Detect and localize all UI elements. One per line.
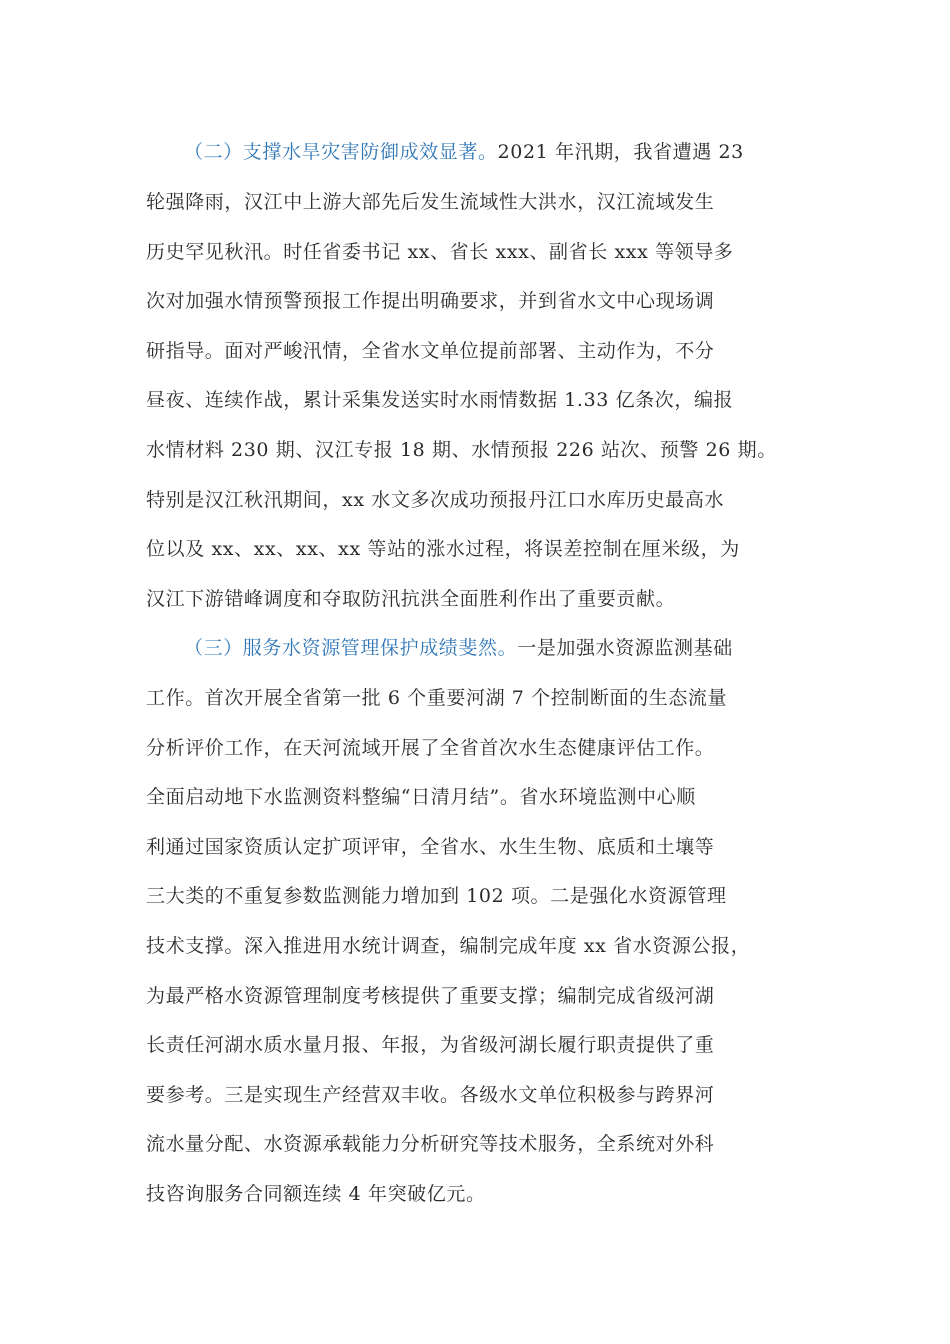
paragraph-1-line-1 bbox=[184, 137, 826, 167]
paragraph-line: 全面启动地下水监测资料整编“日清月结”。省水环境监测中心顺 bbox=[146, 786, 696, 808]
paragraph-line: 位以及 xx、xx、xx、xx 等站的涨水过程，将误差控制在厘米级，为 bbox=[146, 538, 740, 560]
paragraph-line: 工作。首次开展全省第一批 6 个重要河湖 7 个控制断面的生态流量 bbox=[146, 687, 728, 709]
paragraph-line: 特别是汉江秋汛期间，xx 水文多次成功预报丹江口水库历史最高水 bbox=[146, 489, 725, 511]
paragraph-line: 长责任河湖水质水量月报、年报，为省级河湖长履行职责提供了重 bbox=[146, 1034, 715, 1056]
section-heading-3: （三）服务水资源管理保护成绩斐然。 bbox=[184, 637, 518, 659]
paragraph-line: 昼夜、连续作战，累计采集发送实时水雨情数据 1.33 亿条次，编报 bbox=[146, 389, 734, 411]
paragraph-2-line-1 bbox=[184, 633, 826, 663]
paragraph-line: 历史罕见秋汛。时任省委书记 xx、省长 xxx、副省长 xxx 等领导多 bbox=[146, 241, 734, 263]
paragraph-line: 为最严格水资源管理制度考核提供了重要支撑；编制完成省级河湖 bbox=[146, 985, 715, 1007]
section-heading-2: （二）支撑水旱灾害防御成效显著。 bbox=[184, 141, 498, 163]
paragraph-line: 次对加强水情预警预报工作提出明确要求，并到省水文中心现场调 bbox=[146, 290, 715, 312]
paragraph-line: 三大类的不重复参数监测能力增加到 102 项。二是强化水资源管理 bbox=[146, 885, 727, 907]
paragraph-line: 汉江下游错峰调度和夺取防汛抗洪全面胜利作出了重要贡献。 bbox=[146, 588, 676, 610]
paragraph-line: 利通过国家资质认定扩项评审，全省水、水生生物、底质和土壤等 bbox=[146, 836, 715, 858]
paragraph-line: 技术支撑。深入推进用水统计调查，编制完成年度 xx 省水资源公报， bbox=[146, 935, 751, 957]
paragraph-line: 分析评价工作，在天河流域开展了全省首次水生态健康评估工作。 bbox=[146, 737, 715, 759]
paragraph-line: 研指导。面对严峻汛情，全省水文单位提前部署、主动作为，不分 bbox=[146, 340, 715, 362]
paragraph-line: 轮强降雨，汉江中上游大部先后发生流域性大洪水，汉江流域发生 bbox=[146, 191, 715, 213]
paragraph-line: 技咨询服务合同额连续 4 年突破亿元。 bbox=[146, 1183, 486, 1205]
paragraph-line: 流水量分配、水资源承载能力分析研究等技术服务，全系统对外科 bbox=[146, 1133, 715, 1155]
paragraph-text: 一是加强水资源监测基础 bbox=[517, 637, 733, 659]
paragraph-text: 2021 年汛期，我省遭遇 23 bbox=[497, 141, 744, 163]
paragraph-line: 水情材料 230 期、汉江专报 18 期、水情预报 226 站次、预警 26 期。 bbox=[146, 439, 777, 461]
paragraph-line: 要参考。三是实现生产经营双丰收。各级水文单位积极参与跨界河 bbox=[146, 1084, 715, 1106]
